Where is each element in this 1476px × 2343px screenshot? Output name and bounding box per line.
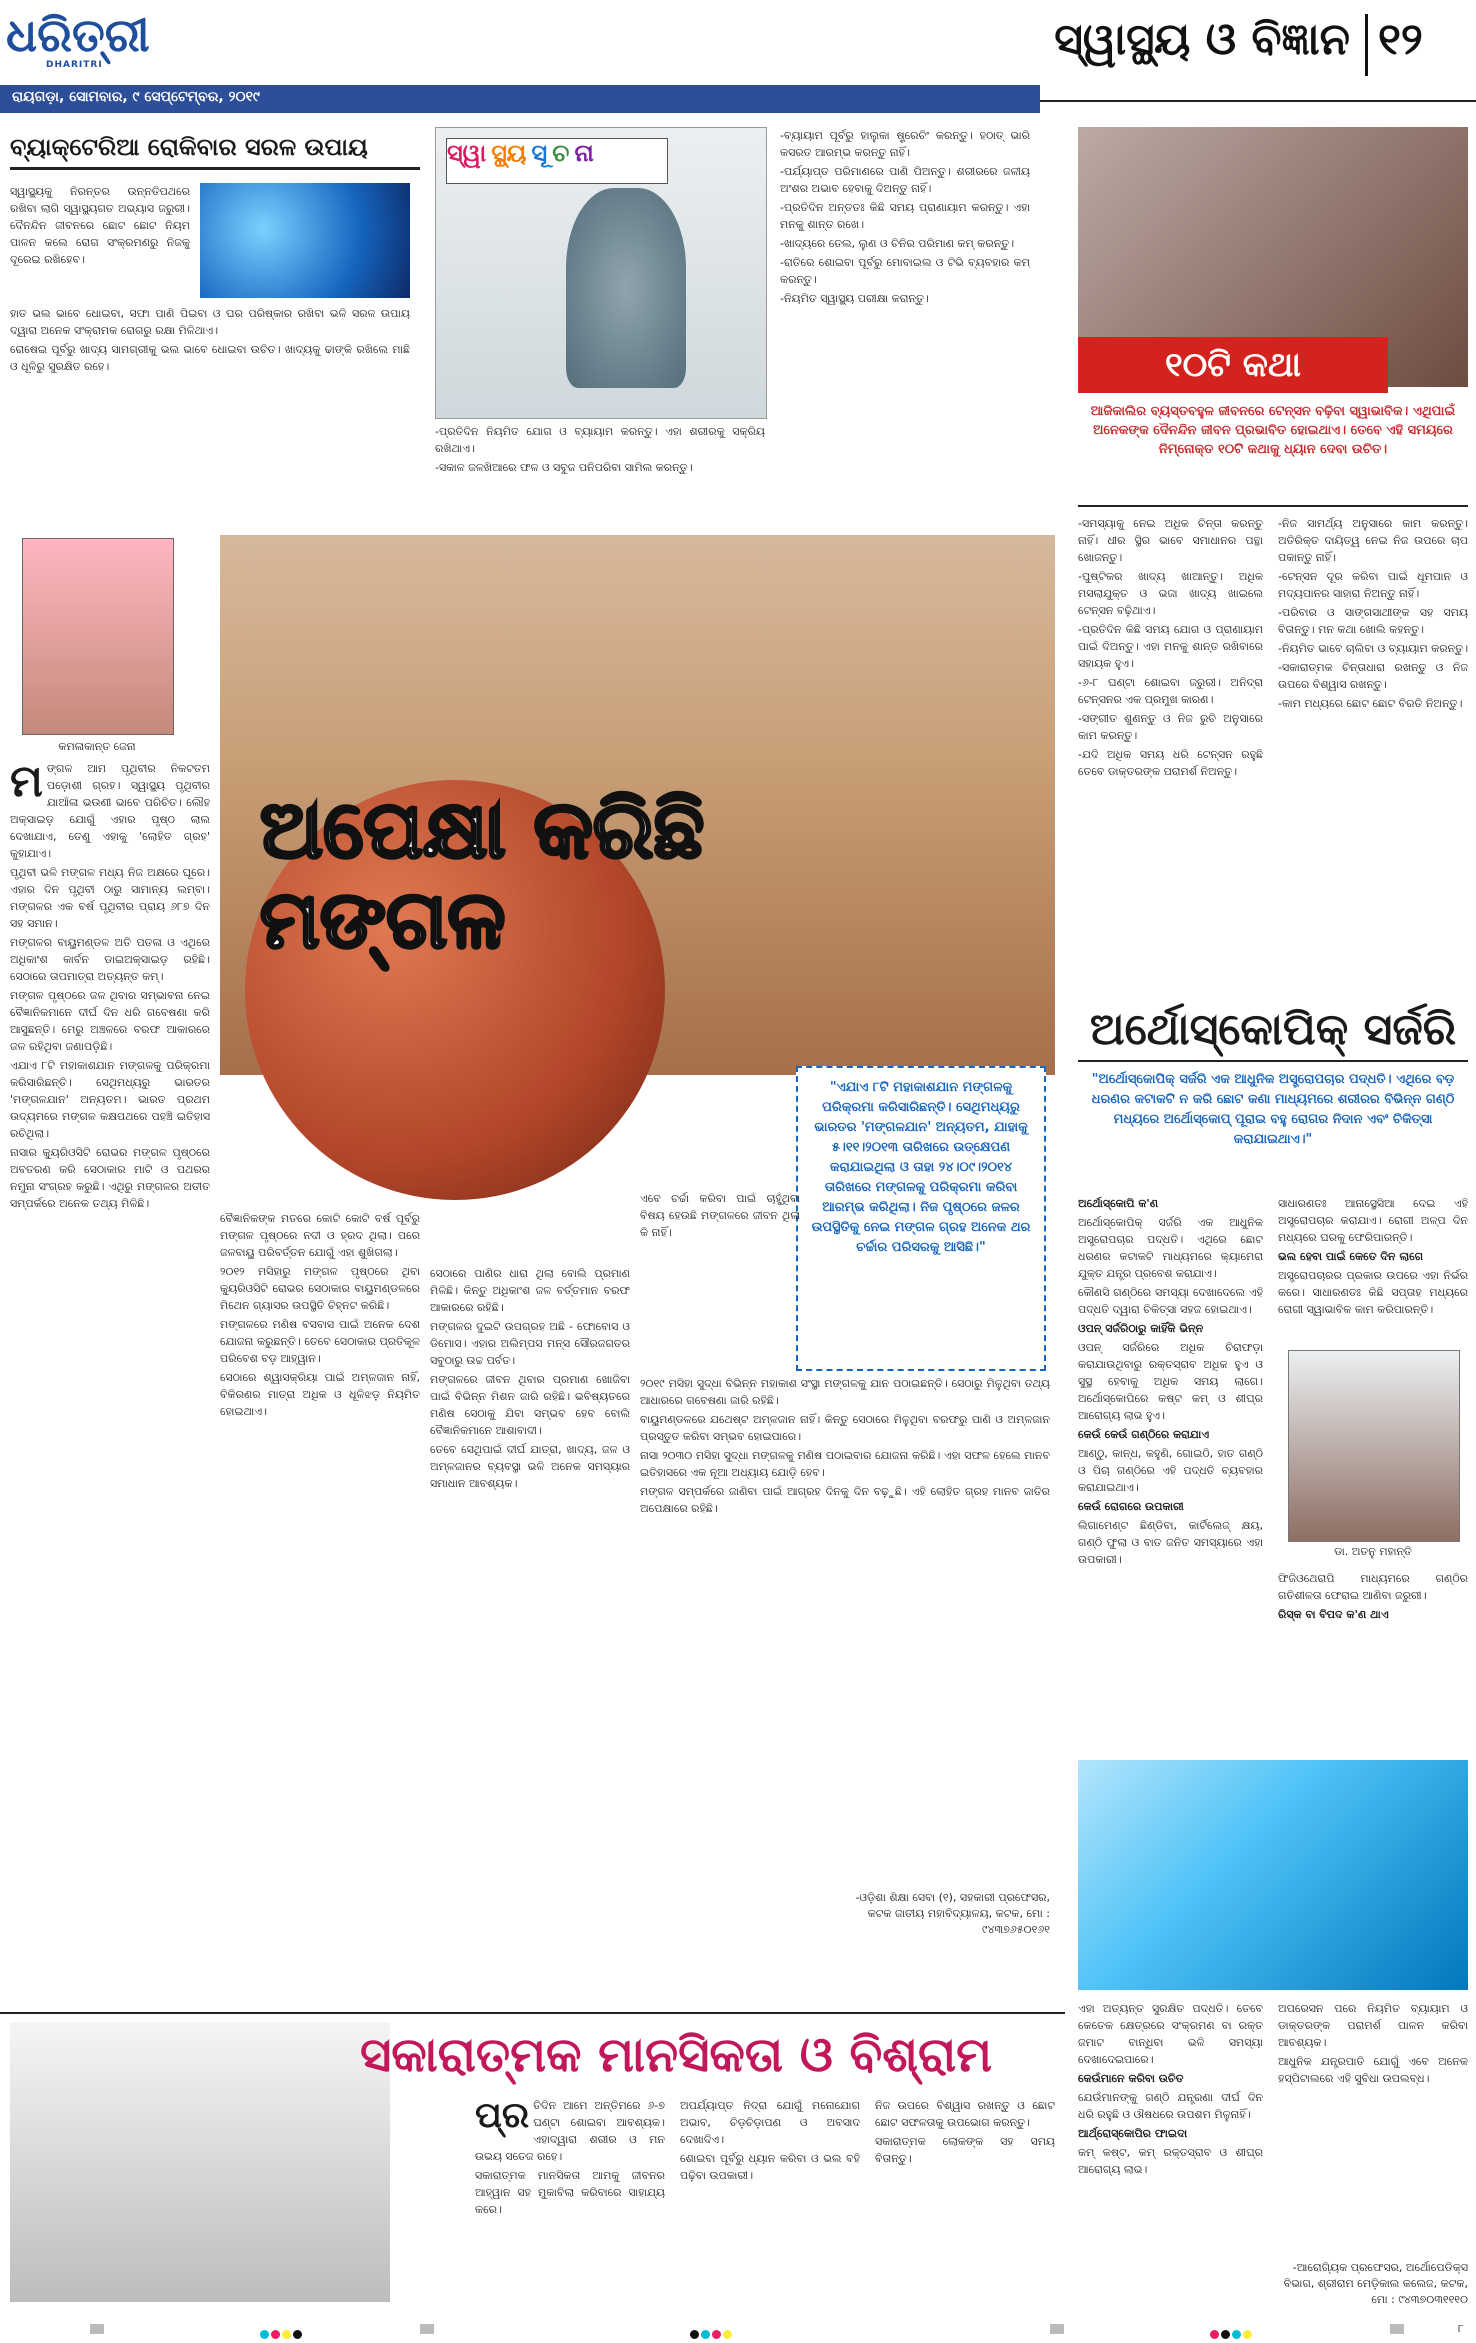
mars-col-e [640, 1375, 1050, 1895]
ten-things-col-right [1278, 515, 1468, 1015]
bacteria-article [10, 127, 420, 487]
positive-para: ନିଜ ଉପରେ ବିଶ୍ୱାସ ରଖନ୍ତୁ ଓ ଛୋଟ ଛୋଟ ସଫଳତାକୁ ଉପଭୋଗ କରନ୍ତୁ। [875, 2099, 1055, 2129]
header-divider [1365, 14, 1368, 76]
masthead [0, 0, 1476, 115]
logo-subtext: DHARITRI [46, 60, 103, 70]
print-mark [90, 2324, 104, 2334]
ortho-title: ଅର୍ଥୋସ୍କୋପିକ୍ ସର୍ଜରି [1078, 1000, 1468, 1062]
ortho-article [1078, 1000, 1468, 2330]
ortho-para: କମ୍ କଷ୍ଟ, କମ୍ ରକ୍ତସ୍ରାବ ଓ ଶୀଘ୍ର ଆରୋଗ୍ୟ ଲାଭ। [1078, 2146, 1263, 2176]
mars-col-b [220, 1210, 420, 1990]
tip-item: -ବ୍ୟାୟାମ ପୂର୍ବରୁ ହାଲୁକା ଷ୍ଟ୍ରେଚିଂ କରନ୍ତୁ। ହଠାତ୍ ଭାରି କସରତ ଆରମ୍ଭ କରନ୍ତୁ ନାହିଁ। [780, 129, 1030, 159]
mars-para: ମଙ୍ଗଳର ଦୁଇଟି ଉପଗ୍ରହ ଅଛି - ଫୋବୋସ ଓ ଡିମୋସ। ଏହାର ଅଲିମ୍ପସ ମନ୍ସ ସୌରଜଗତର ସବୁଠାରୁ ଉଚ୍ଚ ପର୍ବତ। [430, 1320, 630, 1367]
tips-below-photo [435, 423, 765, 493]
ortho-subhead: କେଉଁମାନେ କରିବା ଉଚିତ [1078, 2072, 1184, 2085]
ten-item: -ନିୟମିତ ଭାବେ ଚାଲିବା ଓ ବ୍ୟାୟାମ କରନ୍ତୁ। [1278, 642, 1468, 655]
intro-rule [1078, 505, 1468, 507]
positive-article [0, 2012, 1065, 2312]
ortho-para: ଏହା ଅତ୍ୟନ୍ତ ସୁରକ୍ଷିତ ପଦ୍ଧତି। ତେବେ କେତେକ କ୍ଷେତ୍ରରେ ସଂକ୍ରମଣ ବା ରକ୍ତ ଜମାଟ ବାନ୍ଧିବା ଭଳି ସମସ୍ୟା ଦେଖାଦେଇପାରେ। [1078, 2002, 1263, 2066]
dateline: ରାୟଗଡ଼ା, ସୋମବାର, ୯ ସେପ୍ଟେମ୍ବର, ୨୦୧୯ [12, 89, 260, 105]
ten-item: -କାମ ମଧ୍ୟରେ ଛୋଟ ଛୋଟ ବିରତି ନିଅନ୍ତୁ। [1278, 697, 1463, 710]
ortho-para: ସାଧାରଣତଃ ଆନାସ୍ଥେସିଆ ଦେଇ ଏହି ଅସ୍ତ୍ରୋପଚାର କରାଯାଏ। ରୋଗୀ ଅଳ୍ପ ଦିନ ମଧ୍ୟରେ ଘରକୁ ଫେରିପାରନ୍ତି। [1278, 1197, 1468, 1244]
doctor-photo [1288, 1350, 1460, 1542]
ortho-byline: -ଆରୋଗ୍ୟିକ ପ୍ରଫେସର, ଅର୍ଥୋପେଡିକ୍ସ ବିଭାଗ, ଶ୍ରୀରାମ ମେଡ଼ିକାଲ କଲେଜ, କଟକ, ମୋ : ୯୪୩୭୦୩୧୧୧୦ [1283, 2261, 1468, 2306]
tip-item: -ପ୍ରତିଦିନ ଅନ୍ତତଃ କିଛି ସମୟ ପ୍ରାଣାୟାମ କରନ୍ତୁ। ଏହା ମନକୁ ଶାନ୍ତ ରଖେ। [780, 201, 1030, 231]
tip-item: -ପର୍ଯ୍ୟାପ୍ତ ପରିମାଣରେ ପାଣି ପିଅନ୍ତୁ। ଶରୀରରେ ଜଳୀୟ ଅଂଶର ଅଭାବ ହେବାକୁ ଦିଅନ୍ତୁ ନାହିଁ। [780, 165, 1030, 195]
doctor-name: ଡା. ଅତନୁ ମହାନ୍ତି [1334, 1545, 1412, 1558]
mars-para: ବାୟୁମଣ୍ଡଳରେ ଯଥେଷ୍ଟ ଅମ୍ଳଜାନ ନାହିଁ। କିନ୍ତୁ ସେଠାରେ ମିଳୁଥିବା ବରଫରୁ ପାଣି ଓ ଅମ୍ଳଜାନ ପ୍ରସ୍ତୁତ କରିବା ସମ୍ଭବ ହୋଇପାରେ। [640, 1413, 1050, 1443]
ortho-para: ଯେଉଁମାନଙ୍କୁ ଗଣ୍ଠି ଯନ୍ତ୍ରଣା ଦୀର୍ଘ ଦିନ ଧରି ରହୁଛି ଓ ଔଷଧରେ ଉପଶମ ମିଳୁନାହିଁ। [1078, 2091, 1263, 2121]
positive-para: ସକାରାତ୍ମକ ଲୋକଙ୍କ ସହ ସମୟ ବିତାନ୍ତୁ। [875, 2135, 1055, 2165]
positive-top-rule [0, 2012, 1065, 2014]
tips-title-box [446, 138, 668, 184]
ten-item: -୬-୮ ଘଣ୍ଟା ଶୋଇବା ଜରୁରୀ। ଅନିଦ୍ରା ଟେନ୍‌ସନର ଏକ ପ୍ରମୁଖ କାରଣ। [1078, 676, 1263, 706]
mars-byline: -ଓଡ଼ିଶା ଶିକ୍ଷା ସେବା (୧), ସହକାରୀ ପ୍ରଫେସର, କଟକ ଜାତୀୟ ମହାବିଦ୍ୟାଳୟ, କଟକ, ମୋ : ୯୪୩୭୬୫୦୧୬୧ [855, 1891, 1050, 1936]
ten-things-banner [1078, 337, 1388, 393]
registration-dots [1210, 2324, 1254, 2343]
mars-para: ମଙ୍ଗଳ ପୃଷ୍ଠରେ ଜଳ ଥିବାର ସମ୍ଭାବନା ନେଇ ବୈଜ୍ଞାନିକମାନେ ଦୀର୍ଘ ଦିନ ଧରି ଗବେଷଣା କରି ଆସୁଛନ୍ତି। ମେରୁ ଅଞ୍ଚଳରେ ବରଫ ଆକାରରେ ଜଳ ରହିଥିବା ଜଣାପଡ଼ିଛି। [10, 989, 210, 1053]
mars-para: ତେବେ ସେଥିପାଇଁ ଦୀର୍ଘ ଯାତ୍ରା, ଖାଦ୍ୟ, ଜଳ ଓ ଅମ୍ଳଜାନର ବ୍ୟବସ୍ଥା ଭଳି ଅନେକ ସମସ୍ୟାର ସମାଧାନ ଆବଶ୍ୟକ। [430, 1443, 630, 1490]
mars-para: ମଙ୍ଗଳର ବାୟୁମଣ୍ଡଳ ଅତି ପତଳା ଓ ଏଥିରେ ଅଧିକାଂଶ କାର୍ବନ ଡାଇଅକ୍ସାଇଡ଼ ରହିଛି। ସେଠାରେ ତାପମାତ୍ରା ଅତ୍ୟନ୍ତ କମ୍। [10, 936, 210, 983]
bacteria-para: ହାତ ଭଲ ଭାବେ ଧୋଇବା, ସଫା ପାଣି ପିଇବା ଓ ଘର ପରିଷ୍କାର ରଖିବା ଭଳି ସରଳ ଉପାୟ ଦ୍ୱାରା ଅନେକ ସଂକ୍ରାମକ ରୋଗରୁ ରକ୍ଷା ମିଳିଥାଏ। [10, 307, 410, 337]
positive-col-c [875, 2097, 1055, 2302]
ortho-bottom-right [1278, 2000, 1468, 2250]
page-marker: ୮ [1458, 2322, 1464, 2335]
ortho-bottom-left [1078, 2000, 1263, 2320]
header-rule [1040, 100, 1476, 102]
ten-item: -ସକାରାତ୍ମକ ଚିନ୍ତାଧାରା ରଖନ୍ତୁ ଓ ନିଜ ଉପରେ ବିଶ୍ୱାସ ରଖନ୍ତୁ। [1278, 661, 1468, 691]
bacteria-body [10, 183, 190, 298]
ortho-col-right-lower [1278, 1570, 1468, 1680]
print-mark [1050, 2324, 1064, 2334]
ortho-subhead: କେଉଁ ରୋଗରେ ଉପକାରୀ [1078, 1500, 1184, 1513]
ortho-subhead: ଅର୍ଥୋସ୍କୋପି କ'ଣ [1078, 1197, 1159, 1210]
mars-article [10, 530, 1060, 2000]
page-number: ୧୨ [1378, 14, 1423, 65]
tips-photo [435, 127, 767, 419]
bacteria-para: ରୋଷେଇ ପୂର୍ବରୁ ଖାଦ୍ୟ ସାମଗ୍ରୀକୁ ଭଲ ଭାବେ ଧୋଇବା ଉଚିତ। ଖାଦ୍ୟକୁ ଢାଙ୍କି ରଖିଲେ ମାଛି ଓ ଧୂଳିରୁ ସୁରକ୍ଷିତ ରହେ। [10, 343, 410, 373]
section-title: ସ୍ୱାସ୍ଥ୍ୟ ଓ ବିଜ୍ଞାନ [1054, 14, 1350, 65]
ten-item: -ପ୍ରତିଦିନ କିଛି ସମୟ ଯୋଗ ଓ ପ୍ରାଣାୟାମ ପାଇଁ ଦିଅନ୍ତୁ। ଏହା ମନକୁ ଶାନ୍ତ ରଖିବାରେ ସହାୟକ ହୁଏ। [1078, 623, 1263, 670]
mars-quote: "ଏଯାଏ ୮ଟି ମହାକାଶଯାନ ମଙ୍ଗଳକୁ ପରିକ୍ରମା କରିସାରିଛନ୍ତି। ସେଥିମଧ୍ୟରୁ ଭାରତର 'ମଙ୍ଗଳଯାନ' ଅନ୍ୟତମ, ଯାହାକୁ ୫।୧୧।୨୦୧୩ ତାରିଖରେ ଉତ୍କ୍ଷେପଣ କରାଯାଇଥିଲା ଓ ତାହା ୨୪।୦୯।୨୦୧୪ ତାରିଖରେ ମଙ୍ଗଳକୁ ପରିକ୍ରମା କରିବା ଆରମ୍ଭ କରିଥିଲା। ନିଜ ପୃଷ୍ଠରେ ଜଳର ଉପସ୍ଥିତିକୁ ନେଇ ମଙ୍ଗଳ ଗ୍ରହ ଅନେକ ଥର ଚର୍ଚ୍ଚାର ପରିସରକୁ ଆସିଛି।" [811, 1080, 1031, 1255]
ten-item: -ସମସ୍ୟାକୁ ନେଇ ଅଧିକ ଚିନ୍ତା କରନ୍ତୁ ନାହିଁ। ଧୀର ସ୍ଥିର ଭାବେ ସମାଧାନର ପନ୍ଥା ଖୋଜନ୍ତୁ। [1078, 517, 1263, 564]
ten-things-col-left [1078, 515, 1263, 1015]
mars-quote-box [796, 1066, 1046, 1371]
mars-para: ବୈଜ୍ଞାନିକଙ୍କ ମତରେ କୋଟି କୋଟି ବର୍ଷ ପୂର୍ବରୁ ମଙ୍ଗଳ ପୃଷ୍ଠରେ ନଦୀ ଓ ହ୍ରଦ ଥିଲା। ପରେ ଜଳବାୟୁ ପରିବର୍ତ୍ତନ ଯୋଗୁଁ ଏହା ଶୁଖିଗଲା। [220, 1212, 420, 1259]
yoga-figure [566, 188, 686, 388]
mars-para: ଙ୍ଗଳ ଆମ ପୃଥିବୀର ନିକଟତମ ପଡ଼ୋଶୀ ଗ୍ରହ। ସ୍ୱାସ୍ଥ୍ୟ ପୃଥିବୀର ଯାଆଁଳା ଭଉଣୀ ଭାବେ ପରିଚିତ। ଲୌହ ଅକ୍ସାଇଡ଼ ଯୋଗୁଁ ଏହାର ପୃଷ୍ଠ ଲାଲ ଦେଖାଯାଏ, ତେଣୁ ଏହାକୁ 'ଲୋହିତ ଗ୍ରହ' କୁହାଯାଏ। [10, 762, 210, 860]
surgery-photo [1078, 1760, 1468, 1990]
positive-drop-cap: ପ୍ର [475, 2097, 530, 2136]
ortho-subhead: ଆର୍ଥ୍ରୋସ୍କୋପିର ଫାଇଦା [1078, 2127, 1188, 2140]
ortho-subhead: ରିସ୍କ ବା ବିପଦ କ'ଣ ଥାଏ [1278, 1608, 1389, 1621]
tip-item: -ସକାଳ ଜଳଖିଆରେ ଫଳ ଓ ସବୁଜ ପନିପରିବା ସାମିଲ କରନ୍ତୁ। [435, 461, 693, 474]
ortho-para: କୌଣସି ଗଣ୍ଠିରେ ସମସ୍ୟା ଦେଖାଦେଲେ ଏହି ପଦ୍ଧତି ଦ୍ୱାରା ଚିକିତ୍ସା ସହଜ ହୋଇଥାଏ। [1078, 1286, 1263, 1316]
ortho-para: ଆଧୁନିକ ଯନ୍ତ୍ରପାତି ଯୋଗୁଁ ଏବେ ଅନେକ ହସ୍ପିଟାଲରେ ଏହି ସୁବିଧା ଉପଲବ୍ଧ। [1278, 2055, 1468, 2085]
mars-col-a [10, 760, 210, 1990]
print-mark [1390, 2324, 1404, 2334]
ortho-subhead: କେଉଁ କେଉଁ ଗଣ୍ଠିରେ କରାଯାଏ [1078, 1428, 1210, 1441]
positive-para: ଶୋଇବା ପୂର୍ବରୁ ଧ୍ୟାନ କରିବା ଓ ଭଲ ବହି ପଢ଼ିବା ଉପକାରୀ। [680, 2152, 860, 2182]
mars-col-c [430, 1265, 630, 1990]
mars-para: ମଙ୍ଗଳ ସମ୍ପର୍କରେ ଜାଣିବା ପାଇଁ ଆଗ୍ରହ ଦିନକୁ ଦିନ ବଢ଼ୁଛି। ଏହି ଲୋହିତ ଗ୍ରହ ମାନବ ଜାତିର ଅପେକ୍ଷାରେ ରହିଛି। [640, 1485, 1050, 1515]
mars-para: ୨୦୧୨ ମସିହାରୁ ମଙ୍ଗଳ ପୃଷ୍ଠରେ ଥିବା କ୍ୟୁରିଓସିଟି ରୋଭର ସେଠାକାର ବାୟୁମଣ୍ଡଳରେ ମିଥେନ ଗ୍ୟାସର ଉପସ୍ଥିତି ଚିହ୍ନଟ କରିଛି। [220, 1265, 420, 1312]
bacteria-body-lower [10, 305, 410, 485]
ten-things-title: ୧୦ଟି କଥା [1164, 345, 1302, 385]
bacteria-para: ସ୍ୱାସ୍ଥ୍ୟକୁ ନିରନ୍ତର ଉନ୍ନତିପଥରେ ରଖିବା ଲାଗି ସ୍ୱାସ୍ଥ୍ୟଗତ ଅଭ୍ୟାସ ଜରୁରୀ। ଦୈନନ୍ଦିନ ଜୀବନରେ ଛୋଟ ଛୋଟ ନିୟମ ପାଳନ କଲେ ରୋଗ ସଂକ୍ରମଣରୁ ନିଜକୁ ଦୂରେଇ ରଖିହେବ। [10, 185, 190, 266]
ten-things-intro: ଆଜିକାଲିର ବ୍ୟସ୍ତବହୁଳ ଜୀବନରେ ଟେନ୍‌ସନ ବଢ଼ିବା ସ୍ୱାଭାବିକ। ଏଥିପାଇଁ ଅନେକଙ୍କ ଦୈନନ୍ଦିନ ଜୀବନ ପ୍ରଭାବିତ ହୋଇଥାଏ। ତେବେ ଏହି ସମୟରେ ନିମ୍ନୋକ୍ତ ୧୦ଟି କଥାକୁ ଧ୍ୟାନ ଦେବା ଉଚିତ। [1090, 404, 1456, 457]
author-photo [22, 538, 174, 735]
tips-title-char: ସ୍ୱା [447, 139, 487, 167]
mars-para: ନାସା ୨୦୩୦ ମସିହା ସୁଦ୍ଧା ମଙ୍ଗଳକୁ ମଣିଷ ପଠାଇବାର ଯୋଜନା କରିଛି। ଏହା ସଫଳ ହେଲେ ମାନବ ଇତିହାସରେ ଏକ ନୂଆ ଅଧ୍ୟାୟ ଯୋଡ଼ି ହେବ। [640, 1449, 1050, 1479]
print-marks [0, 2322, 1476, 2338]
sleeping-man-photo [10, 2022, 390, 2302]
tip-item: -ଖାଦ୍ୟରେ ତେଲ, ଲୁଣ ଓ ଚିନିର ପରିମାଣ କମ୍ କରନ୍ତୁ। [780, 237, 1015, 250]
ten-item: -ନିଜ ସାମର୍ଥ୍ୟ ଅନୁସାରେ କାମ କରନ୍ତୁ। ଅତିରିକ୍ତ ଦାୟିତ୍ୱ ନେଇ ନିଜ ଉପରେ ଚାପ ପକାନ୍ତୁ ନାହିଁ। [1278, 517, 1468, 564]
mars-drop-cap: ମ [10, 760, 43, 807]
mars-para: ପୃଥିବୀ ଭଳି ମଙ୍ଗଳ ମଧ୍ୟ ନିଜ ଅକ୍ଷରେ ଘୂରେ। ଏହାର ଦିନ ପୃଥିବୀ ଠାରୁ ସାମାନ୍ୟ ଲମ୍ବା। ମଙ୍ଗଳର ଏକ ବର୍ଷ ପୃଥିବୀର ପ୍ରାୟ ୬୮୭ ଦିନ ସହ ସମାନ। [10, 866, 210, 930]
ortho-para: ଓପନ୍ ସର୍ଜରିରେ ଅଧିକ ଚିରାଫଡ଼ା କରାଯାଉଥିବାରୁ ରକ୍ତସ୍ରାବ ଅଧିକ ହୁଏ ଓ ସୁସ୍ଥ ହେବାକୁ ଅଧିକ ସମୟ ଲାଗେ। ଅର୍ଥୋସ୍କୋପିରେ କଷ୍ଟ କମ୍ ଓ ଶୀଘ୍ର ଆରୋଗ୍ୟ ଲାଭ ହୁଏ। [1078, 1341, 1263, 1422]
ortho-col-left [1078, 1195, 1263, 1755]
ortho-subhead: ଭଲ ହେବା ପାଇଁ କେତେ ଦିନ ଲାଗେ [1278, 1250, 1424, 1263]
mars-para: ୨୦୧୯ ମସିହା ସୁଦ୍ଧା ବିଭିନ୍ନ ମହାକାଶ ସଂସ୍ଥା ମଙ୍ଗଳକୁ ଯାନ ପଠାଇଛନ୍ତି। ସେଠାରୁ ମିଳୁଥିବା ତଥ୍ୟ ଆଧାରରେ ଗବେଷଣା ଜାରି ରହିଛି। [640, 1377, 1050, 1407]
tips-title-char: ସୂ [531, 139, 548, 167]
print-mark [420, 2324, 434, 2334]
ortho-intro: "ଅର୍ଥୋସ୍କୋପିକ୍ ସର୍ଜରି ଏକ ଆଧୁନିକ ଅସ୍ତ୍ରୋପଚାର ପଦ୍ଧତି। ଏଥିରେ ବଡ଼ ଧରଣର କଟାକଟି ନ କରି ଛୋଟ କଣା ମାଧ୍ୟମରେ ଶରୀରର ବିଭିନ୍ନ ଗଣ୍ଠି ମଧ୍ୟରେ ଅର୍ଥୋସ୍କୋପ୍ ପୂରାଇ ବହୁ ରୋଗର ନିଦାନ ଏବଂ ଚିକିତ୍ସା କରାଯାଇଥାଏ।" [1091, 1072, 1455, 1147]
positive-col-b [680, 2097, 860, 2302]
ten-item: -ପରିବାର ଓ ସାଙ୍ଗସାଥୀଙ୍କ ସହ ସମୟ ବିତାନ୍ତୁ। ମନ କଥା ଖୋଲି କହନ୍ତୁ। [1278, 606, 1468, 636]
positive-para: ସକାରାତ୍ମକ ମାନସିକତା ଆମକୁ ଜୀବନର ଆହ୍ୱାନ ସହ ମୁକାବିଲା କରିବାରେ ସାହାଯ୍ୟ କରେ। [475, 2169, 665, 2216]
ortho-para: ଅପରେସନ ପରେ ନିୟମିତ ବ୍ୟାୟାମ ଓ ଡାକ୍ତରଙ୍କ ପରାମର୍ଶ ପାଳନ କରିବା ଆବଶ୍ୟକ। [1278, 2002, 1468, 2049]
registration-dots [260, 2324, 304, 2343]
author-name: କମଳାକାନ୍ତ ଜେନା [58, 740, 136, 753]
mars-para: ସେଠାରେ ପାଣିର ଧାରା ଥିଲା ବୋଲି ପ୍ରମାଣ ମିଳିଛି। କିନ୍ତୁ ଅଧିକାଂଶ ଜଳ ବର୍ତ୍ତମାନ ବରଫ ଆକାରରେ ରହିଛି। [430, 1267, 630, 1314]
positive-para: ତିଦିନ ଆମେ ଅନ୍ତିମରେ ୬-୭ ଘଣ୍ଟା ଶୋଇବା ଆବଶ୍ୟକ। ଏହାଦ୍ୱାରା ଶରୀର ଓ ମନ ଉଭୟ ସତେଜ ରହେ। [475, 2099, 665, 2163]
ortho-para: ଲିଗାମେଣ୍ଟ ଛିଣ୍ଡିବା, କାର୍ଟିଲେଜ୍ କ୍ଷୟ, ଗଣ୍ଠି ଫୁଲା ଓ ବାତ ଜନିତ ସମସ୍ୟାରେ ଏହା ଉପକାରୀ। [1078, 1519, 1263, 1566]
tip-item: -ରାତିରେ ଶୋଇବା ପୂର୍ବରୁ ମୋବାଇଲ ଓ ଟିଭି ବ୍ୟବହାର କମ୍ କରନ୍ତୁ। [780, 256, 1030, 286]
tips-title-char: ସ୍ଥ୍ୟ [491, 139, 527, 167]
ortho-col-right [1278, 1195, 1468, 1345]
mars-headline: ଅପେକ୍ଷା କରିଛି ମଙ୍ଗଳ [260, 783, 705, 966]
mars-para: ସେଠାରେ ଶ୍ୱାସକ୍ରିୟା ପାଇଁ ଅମ୍ଳଜାନ ନାହିଁ, ବିକିରଣର ମାତ୍ରା ଅଧିକ ଓ ଧୂଳିଝଡ଼ ନିୟମିତ ହୋଇଥାଏ। [220, 1371, 420, 1418]
ortho-para: ଆଣ୍ଠୁ, କାନ୍ଧ, କହୁଣି, ଗୋଇଠି, ହାତ ଗଣ୍ଠି ଓ ପିଚା ଗଣ୍ଠିରେ ଏହି ପଦ୍ଧତି ବ୍ୟବହାର କରାଯାଇଥାଏ। [1078, 1447, 1263, 1494]
health-tips [435, 127, 1035, 497]
tips-right-column [780, 127, 1030, 497]
dharitri-logo[interactable] [6, 10, 161, 70]
registration-dots [690, 2324, 734, 2343]
positive-para: ଅପର୍ଯ୍ୟାପ୍ତ ନିଦ୍ରା ଯୋଗୁଁ ମନୋଯୋଗ ଅଭାବ, ଚିଡ଼ଚିଡ଼ାପଣ ଓ ଅବସାଦ ଦେଖାଦିଏ। [680, 2099, 860, 2146]
logo-text: ଧରିତ୍ରୀ [6, 8, 150, 62]
tip-item: -ନିୟମିତ ସ୍ୱାସ୍ଥ୍ୟ ପରୀକ୍ଷା କରାନ୍ତୁ। [780, 292, 929, 305]
mars-col-d [640, 1190, 800, 1370]
mars-para: ଏବେ ଚର୍ଚ୍ଚା କରିବା ପାଇଁ ଚାହୁଁଥିବା ବିଷୟ ହେଉଛି ମଙ୍ଗଳରେ ଜୀବନ ଥିଲା କି ନାହିଁ। [640, 1192, 800, 1239]
tip-item: -ପ୍ରତିଦିନ ନିୟମିତ ଯୋଗ ଓ ବ୍ୟାୟାମ କରନ୍ତୁ। ଏହା ଶରୀରକୁ ସକ୍ରିୟ ରଖିଥାଏ। [435, 425, 765, 455]
mars-para: ମଙ୍ଗଳରେ ଜୀବନ ଥିବାର ପ୍ରମାଣ ଖୋଜିବା ପାଇଁ ବିଭିନ୍ନ ମିଶନ ଜାରି ରହିଛି। ଭବିଷ୍ୟତରେ ମଣିଷ ସେଠାକୁ ଯିବା ସମ୍ଭବ ହେବ ବୋଲି ବୈଜ୍ଞାନିକମାନେ ଆଶାବାଦୀ। [430, 1373, 630, 1437]
ortho-para: ଅର୍ଥୋସ୍କୋପିକ୍ ସର୍ଜରି ଏକ ଆଧୁନିକ ଅସ୍ତ୍ରୋପଚାର ପଦ୍ଧତି। ଏଥିରେ ଛୋଟ ଧରଣର କଟାକଟି ମାଧ୍ୟମରେ କ୍ୟାମେରା ଯୁକ୍ତ ଯନ୍ତ୍ର ପ୍ରବେଶ କରାଯାଏ। [1078, 1216, 1263, 1280]
ortho-para: ଫିଜିଓଥେରାପି ମାଧ୍ୟମରେ ଗଣ୍ଠିର ଗତିଶୀଳତା ଫେରାଇ ଆଣିବା ଜରୁରୀ। [1278, 1572, 1468, 1602]
tips-title-char: ଚ [552, 139, 570, 167]
ortho-subhead: ଓପନ୍ ସର୍ଜରିଠାରୁ କାହିଁକି ଭିନ୍ନ [1078, 1322, 1204, 1335]
mars-para: ଏଯାଏ ୮ଟି ମହାକାଶଯାନ ମଙ୍ଗଳକୁ ପରିକ୍ରମା କରିସାରିଛନ୍ତି। ସେଥିମଧ୍ୟରୁ ଭାରତର 'ମଙ୍ଗଳଯାନ' ଅନ୍ୟତମ। ଭାରତ ପ୍ରଥମ ଉଦ୍ୟମରେ ମଙ୍ଗଳ କକ୍ଷପଥରେ ପହଞ୍ଚି ଇତିହାସ ରଚିଥିଲା। [10, 1059, 210, 1140]
positive-headline: ସକାରାତ୍ମକ ମାନସିକତା ଓ ବିଶ୍ରାମ [360, 2027, 993, 2083]
ten-item: -ଟେନ୍‌ସନ ଦୂର କରିବା ପାଇଁ ଧୂମପାନ ଓ ମଦ୍ୟପାନର ସାହାରା ନିଅନ୍ତୁ ନାହିଁ। [1278, 570, 1468, 600]
ten-item: -ପୁଷ୍ଟିକର ଖାଦ୍ୟ ଖାଆନ୍ତୁ। ଅଧିକ ମସଲାଯୁକ୍ତ ଓ ଭଜା ଖାଦ୍ୟ ଖାଇଲେ ଟେନ୍‌ସନ ବଢ଼ିଥାଏ। [1078, 570, 1263, 617]
mars-para: ମଙ୍ଗଳରେ ମଣିଷ ବସବାସ ପାଇଁ ଅନେକ ଦେଶ ଯୋଜନା କରୁଛନ୍ତି। ତେବେ ସେଠାକାର ପ୍ରତିକୂଳ ପରିବେଶ ବଡ଼ ଆହ୍ୱାନ। [220, 1318, 420, 1365]
bacteria-image [200, 183, 410, 298]
positive-col-a [475, 2097, 665, 2302]
ten-things-article [1078, 127, 1468, 1027]
bacteria-title: ବ୍ୟାକ୍ଟେରିଆ ରୋକିବାର ସରଳ ଉପାୟ [10, 127, 420, 170]
mars-para: ନାସାର କ୍ୟୁରିଓସିଟି ରୋଭର ମଙ୍ଗଳ ପୃଷ୍ଠରେ ଅବତରଣ କରି ସେଠାକାର ମାଟି ଓ ପଥରର ନମୁନା ସଂଗ୍ରହ କରୁଛି। ଏଥିରୁ ମଙ୍ଗଳର ଅତୀତ ସମ୍ପର୍କରେ ଅନେକ ତଥ୍ୟ ମିଳିଛି। [10, 1146, 210, 1210]
ortho-para: ଅସ୍ତ୍ରୋପଚାରର ପ୍ରକାର ଉପରେ ଏହା ନିର୍ଭର କରେ। ସାଧାରଣତଃ କିଛି ସପ୍ତାହ ମଧ୍ୟରେ ରୋଗୀ ସ୍ୱାଭାବିକ କାମ କରିପାରନ୍ତି। [1278, 1269, 1468, 1316]
ten-item: -ଯଦି ଅଧିକ ସମୟ ଧରି ଟେନ୍‌ସନ ରହୁଛି ତେବେ ଡାକ୍ତରଙ୍କ ପରାମର୍ଶ ନିଅନ୍ତୁ। [1078, 748, 1263, 778]
ten-item: -ସଙ୍ଗୀତ ଶୁଣନ୍ତୁ ଓ ନିଜ ରୁଚି ଅନୁସାରେ କାମ କରନ୍ତୁ। [1078, 712, 1263, 742]
tips-title-char: ନା [574, 139, 594, 167]
